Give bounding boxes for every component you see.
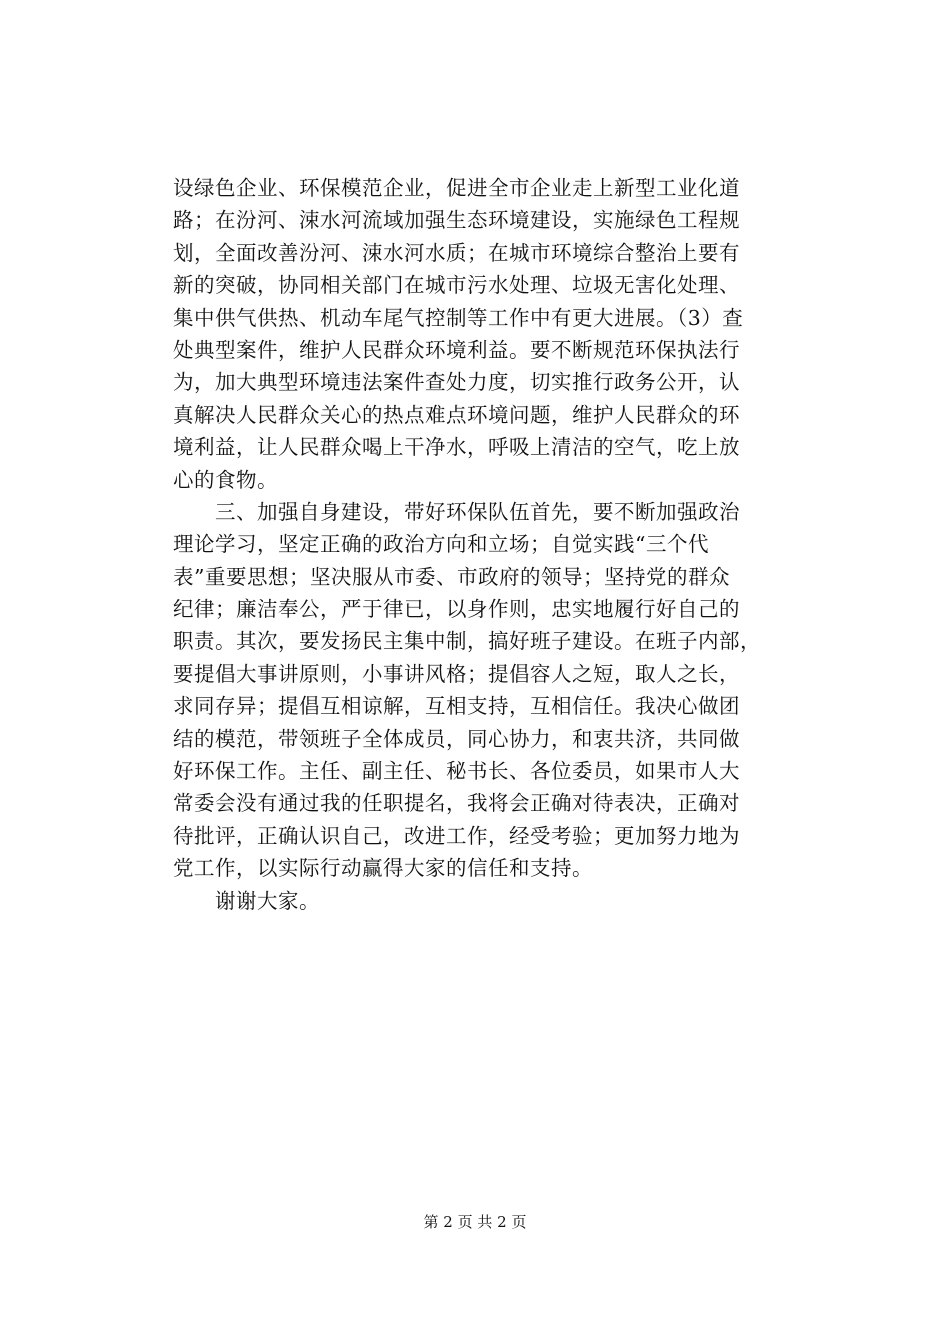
- text-line: 党工作，以实际行动赢得大家的信任和支持。: [173, 856, 593, 881]
- text-line: 集中供气供热、机动车尾气控制等工作中有更大进展。（3）查: [173, 305, 744, 330]
- text-line: 结的模范，带领班子全体成员，同心协力，和衷共济，共同做: [173, 726, 740, 751]
- text-line: 谢谢大家。: [173, 888, 320, 913]
- text-line: 真解决人民群众关心的热点难点环境问题，维护人民群众的环: [173, 402, 740, 427]
- text-line: 处典型案件，维护人民群众环境利益。要不断规范环保执法行: [173, 337, 740, 362]
- text-line: 职责。其次，要发扬民主集中制，搞好班子建设。在班子内部，: [173, 629, 761, 654]
- text-line: 设绿色企业、环保模范企业，促进全市企业走上新型工业化道: [173, 176, 740, 200]
- text-line: 路；在汾河、涑水河流域加强生态环境建设，实施绿色工程规: [173, 208, 740, 233]
- text-line: 常委会没有通过我的任职提名，我将会正确对待表决，正确对: [173, 791, 740, 816]
- page-number-footer: 第 2 页 共 2 页: [423, 1213, 527, 1231]
- text-line: 待批评，正确认识自己，改进工作，经受考验；更加努力地为: [173, 823, 740, 848]
- text-line: 划，全面改善汾河、涑水河水质；在城市环境综合整治上要有: [173, 240, 740, 265]
- text-line: 好环保工作。主任、副主任、秘书长、各位委员，如果市人大: [173, 759, 740, 784]
- text-line: 表”重要思想；坚决服从市委、市政府的领导；坚持党的群众: [173, 564, 730, 589]
- text-line: 理论学习，坚定正确的政治方向和立场；自觉实践“三个代: [173, 532, 709, 557]
- text-line: 求同存异；提倡互相谅解，互相支持，互相信任。我决心做团: [173, 694, 740, 719]
- text-line: 要提倡大事讲原则，小事讲风格；提倡容人之短，取人之长，: [173, 661, 740, 686]
- document-body: [173, 172, 793, 917]
- text-line: 为，加大典型环境违法案件查处力度，切实推行政务公开，认: [173, 370, 740, 395]
- text-line: 三、加强自身建设，带好环保队伍首先，要不断加强政治: [173, 499, 740, 524]
- text-line: 纪律；廉洁奉公，严于律已，以身作则，忠实地履行好自己的: [173, 597, 740, 622]
- text-line: 心的食物。: [173, 467, 278, 492]
- text-line: 新的突破，协同相关部门在城市污水处理、垃圾无害化处理、: [173, 273, 740, 298]
- text-line: 境利益，让人民群众喝上干净水，呼吸上清洁的空气，吃上放: [173, 435, 740, 460]
